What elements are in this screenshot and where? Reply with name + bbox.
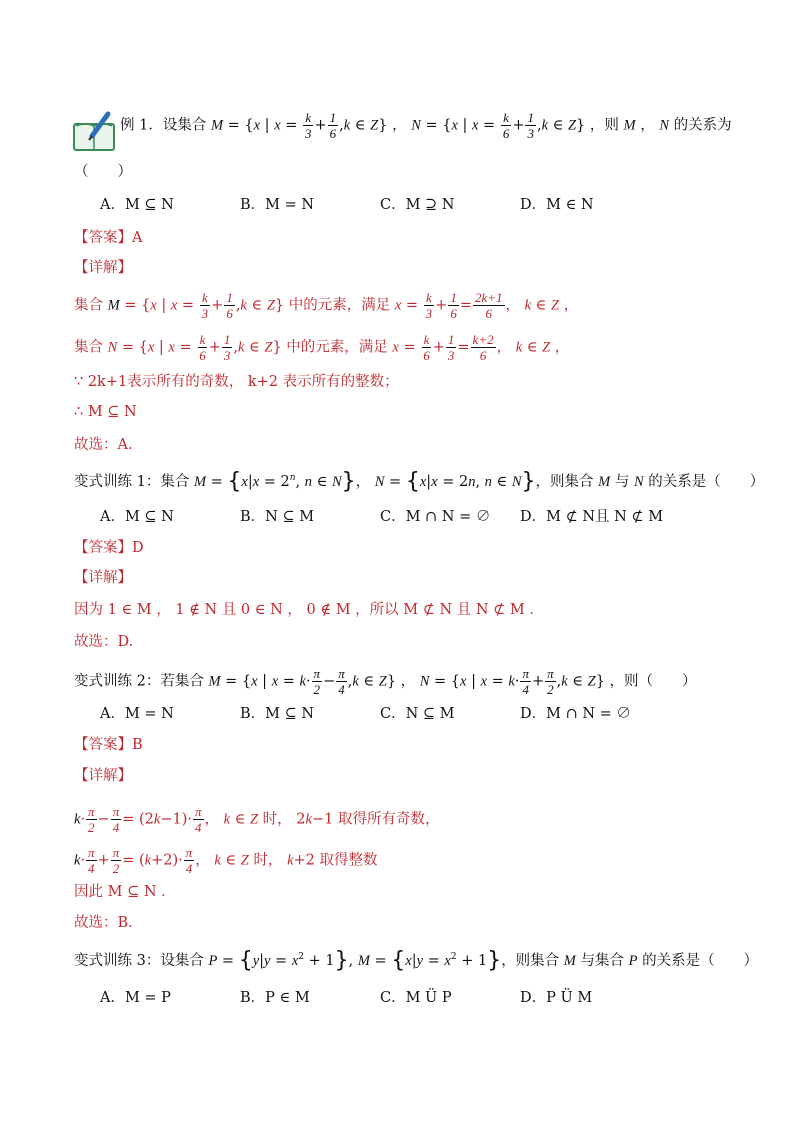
v1-conclusion: 故选：D. <box>74 634 134 650</box>
v1-answer: 【答案】D <box>74 540 144 556</box>
ex1-option-d: D．M ∈ N <box>520 197 594 213</box>
v1-option-d: D．M ⊄ N且 N ⊄ M <box>520 509 664 525</box>
ex1-option-a: A．M ⊆ N <box>100 197 174 213</box>
ex1-detail-label: 【详解】 <box>74 260 132 276</box>
v3-option-c: C．M Ü P <box>380 990 452 1006</box>
ex1-option-c: C．M ⊇ N <box>380 197 455 213</box>
ex1-paren: （ ） <box>74 164 132 180</box>
v2-option-b: B．M ⊆ N <box>240 706 315 722</box>
ex1-detail-line1: 集合 M = {x | x = $\frac{k}{3}$ + $\frac{1}{6}$ ,k ∈ Z} 中的元素，满足 x = $\frac{k}{3}$ + $\frac{1}{6}$ = $\frac{2k+1}{6}$ ， k ∈ Z ， <box>74 290 579 321</box>
v2-answer: 【答案】B <box>74 737 143 753</box>
v2-detail-line2: k· $\frac{\pi}{4}$ + $\frac{\pi}{2}$ = (k+2)· $\frac{\pi}{4}$ ， k ∈ Z 时， k+2 取得整数 <box>74 845 378 876</box>
v1-stem: 变式训练 1：集合 $M = \{x|x = 2^n$, n ∈ N}， N = {x|x = 2n, n ∈ N}，则集合 M 与 N 的关系是（ ） <box>74 468 765 494</box>
v2-detail-label: 【详解】 <box>74 768 132 784</box>
v1-option-a: A．M ⊆ N <box>100 509 174 525</box>
v3-option-d: D．P Ü M <box>520 990 593 1006</box>
v1-detail-label: 【详解】 <box>74 570 132 586</box>
v2-option-d: D．M ∩ N = ∅ <box>520 706 631 722</box>
v2-option-c: C．N ⊆ M <box>380 706 455 722</box>
v2-detail-line3: 因此 M ⊆ N ． <box>74 884 176 900</box>
v2-stem: 变式训练 2：若集合 M = {x | x = k· $\frac{\pi}{2}$ − $\frac{\pi}{4}$ ,k ∈ Z} ， N = {x | x = k· $\frac{\pi}{4}$ + $\frac{\pi}{2}$ ,k ∈ Z} ，则（ ） <box>74 666 697 697</box>
v1-option-b: B．N ⊆ M <box>240 509 315 525</box>
v3-option-b: B．P ∈ M <box>240 990 310 1006</box>
v3-option-a: A．M = P <box>100 990 171 1006</box>
ex1-answer: 【答案】A <box>74 230 143 246</box>
v2-detail-line1: k· $\frac{\pi}{2}$ − $\frac{\pi}{4}$ = (2k−1)· $\frac{\pi}{4}$ ， k ∈ Z 时， 2k−1 取得所有奇数， <box>74 804 440 835</box>
ex1-stem: 例 1．设集合 M = {x | x = $\frac{k}{3}$ + $\frac{1}{6}$ ,k ∈ Z} ， N = {x | x = $\frac{k}{6}$ + $\frac{1}{3}$ ,k ∈ Z} ，则 M ， N 的关系为 <box>120 110 732 141</box>
ex1-detail-line4: ∴ M ⊆ N <box>74 404 137 420</box>
ex1-detail-line3: ∵ 2k+1表示所有的奇数， k+2 表示所有的整数； <box>74 374 399 390</box>
ex1-detail-line2: 集合 N = {x | x = $\frac{k}{6}$ + $\frac{1}{3}$ ,k ∈ Z} 中的元素，满足 x = $\frac{k}{6}$ + $\frac{1}{3}$ = $\frac{k+2}{6}$ ， k ∈ Z ， <box>74 332 570 363</box>
v1-detail-line1: 因为 1 ∈ M ， 1 ∉ N 且 0 ∈ N ， 0 ∉ M ，所以 M ⊄ N 且 N ⊄ M ． <box>74 602 544 618</box>
v2-option-a: A．M = N <box>100 706 174 722</box>
notebook-pen-icon <box>72 110 118 154</box>
v3-stem: 变式训练 3：设集合 $P = \{y|y = x^2 + 1\}$, $M = \{x|y = x^2 + 1\}$，则集合 M 与集合 P 的关系是（ ） <box>74 947 759 973</box>
v1-option-c: C．M ∩ N = ∅ <box>380 509 491 525</box>
ex1-option-b: B．M = N <box>240 197 315 213</box>
ex1-conclusion: 故选：A. <box>74 437 133 453</box>
v2-conclusion: 故选：B． <box>74 915 143 931</box>
